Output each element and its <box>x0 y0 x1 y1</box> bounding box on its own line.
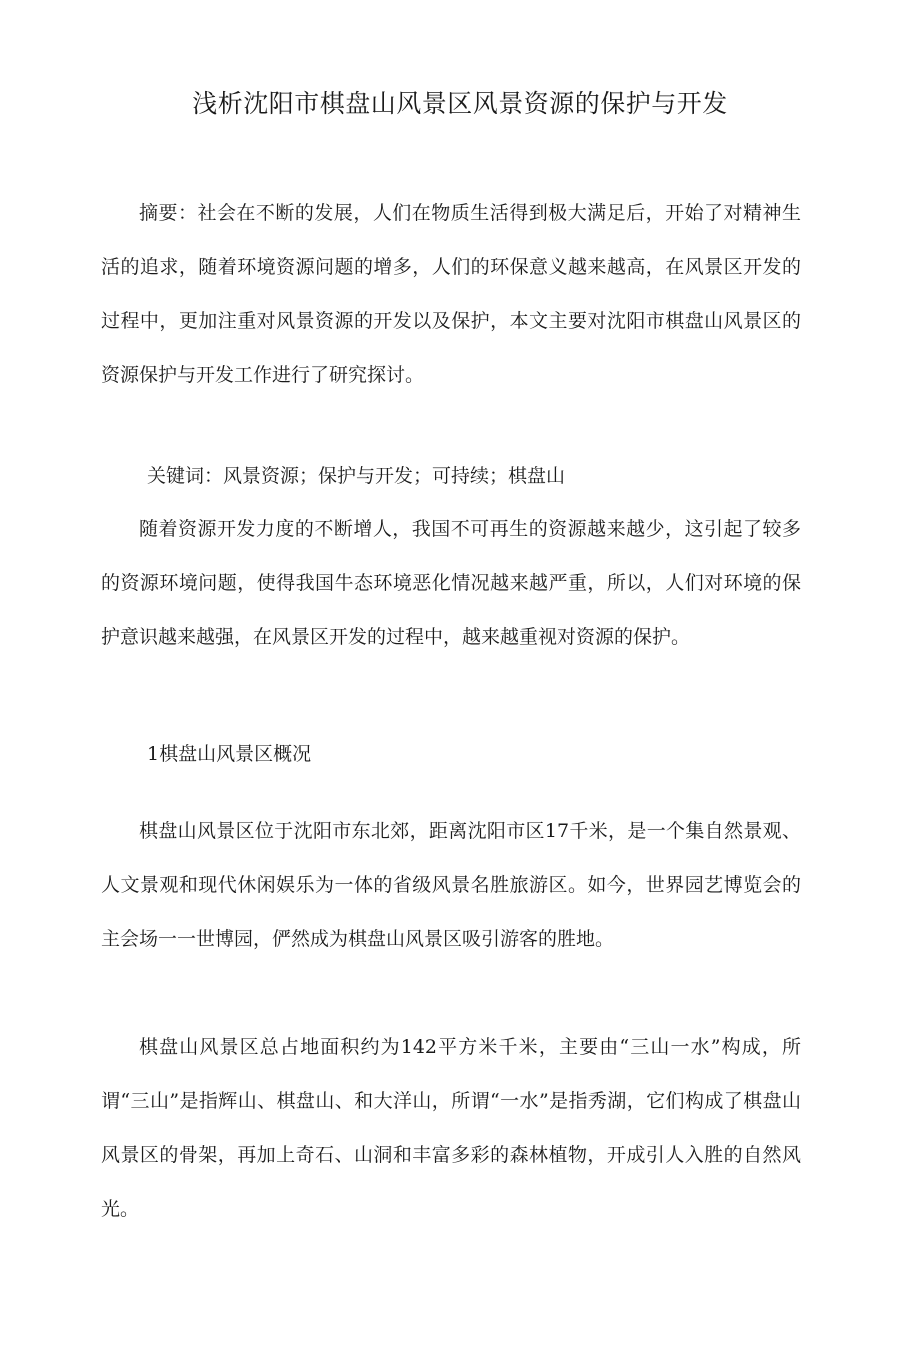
section-1-heading: 1棋盘山风景区概况 <box>147 743 312 765</box>
keywords-line: 关键词：风景资源；保护与开发；可持续；棋盘山 <box>147 465 566 487</box>
section-1-paragraph-1: 棋盘山风景区位于沈阳市东北郊，距离沈阳市区17千米，是一个集自然景观、人文景观和现代休闲娱乐为一体的省级风景名胜旅游区。如今，世界园艺博览会的主会场一一世博园，俨然成为棋盘山风景区吸引游客的胜地。 <box>101 820 801 950</box>
intro-paragraph: 随着资源开发力度的不断增人，我国不可再生的资源越来越少，这引起了较多的资源环境问题，使得我国牛态环境恶化情况越来越严重，所以，人们对环境的保护意识越来越强，在风景区开发的过程中，越来越重视对资源的保护。 <box>101 518 801 648</box>
section-1-paragraph-2: 棋盘山风景区总占地面积约为142平方米千米，主要由“三山一水”构成，所谓“三山”是指辉山、棋盘山、和大洋山，所谓“一水”是指秀湖，它们构成了棋盘山风景区的骨架，再加上奇石、山洞和丰富多彩的森林植物，开成引人入胜的自然风光。 <box>101 1036 801 1220</box>
abstract-paragraph: 摘要：社会在不断的发展，人们在物质生活得到极大满足后，开始了对精神生活的追求，随着环境资源问题的增多，人们的环保意义越来越高，在风景区开发的过程中，更加注重对风景资源的开发以及保护，本文主要对沈阳市棋盘山风景区的资源保护与开发工作进行了研究探讨。 <box>101 202 801 386</box>
document-title: 浅析沈阳市棋盘山风景区风景资源的保护与开发 <box>192 89 728 118</box>
